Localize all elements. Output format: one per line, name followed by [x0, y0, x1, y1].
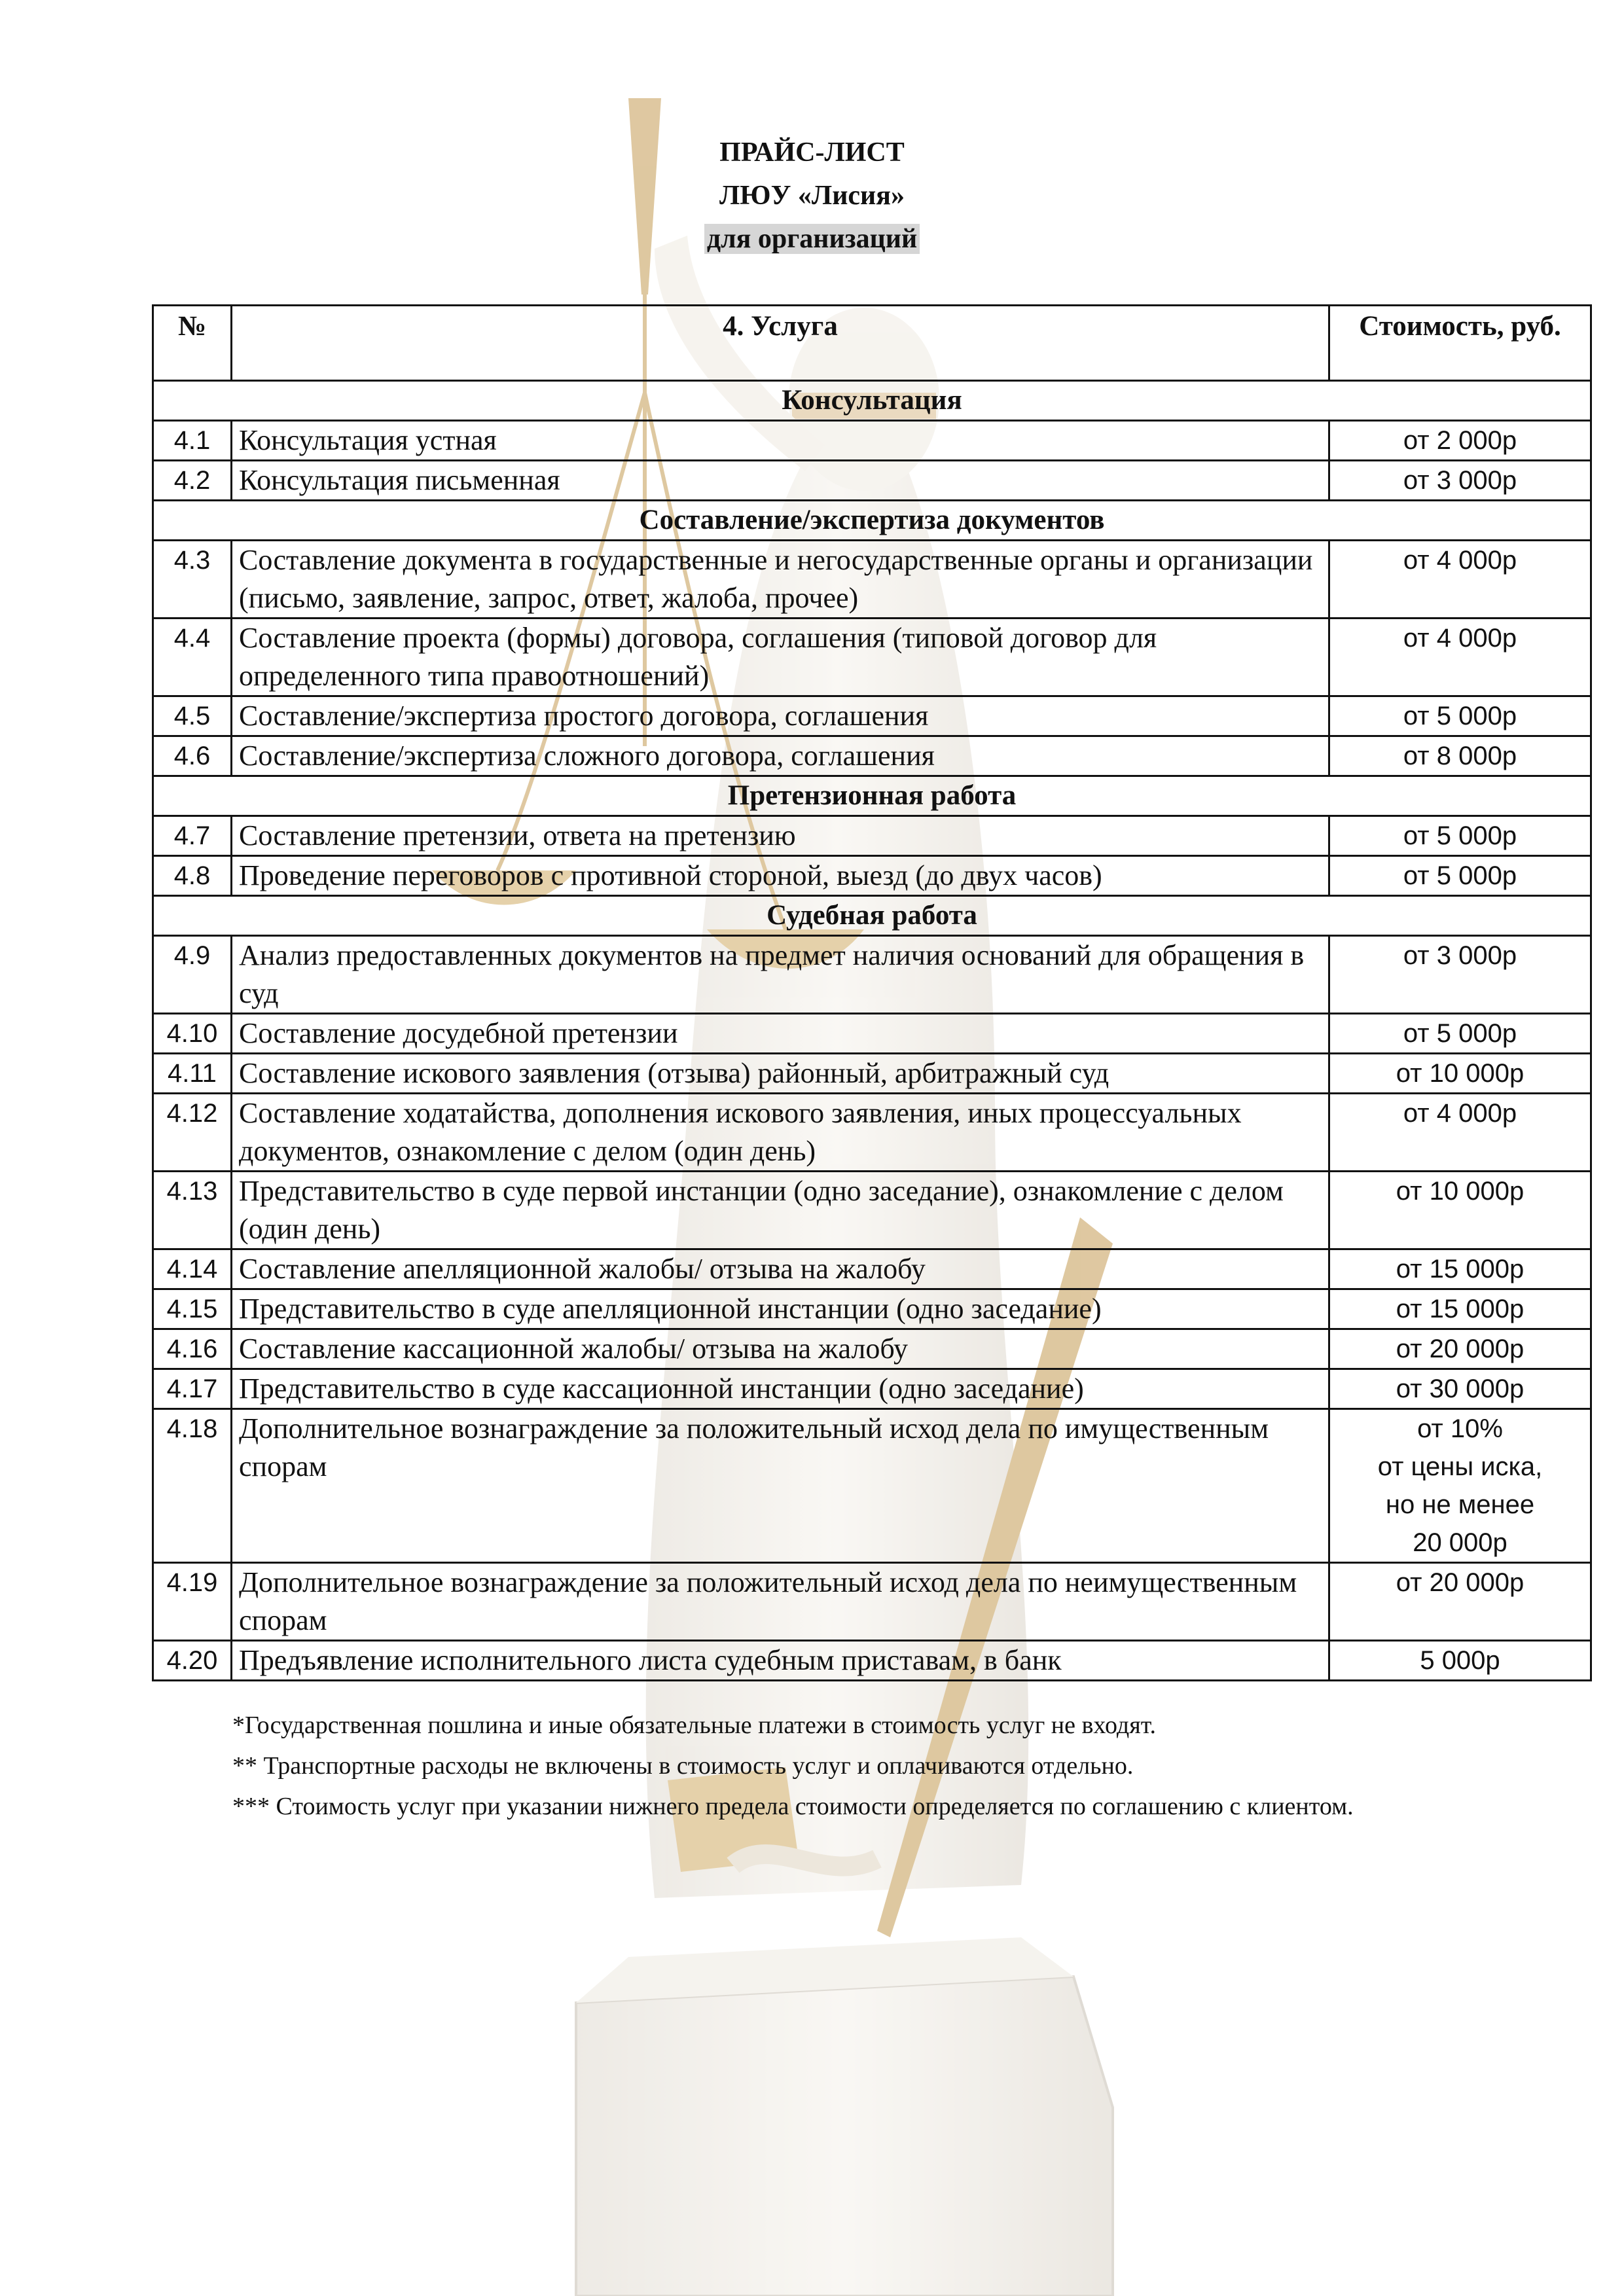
table-body [153, 381, 1591, 1681]
service-price: от 5 000р [1329, 1014, 1591, 1054]
service-price: от 3 000р [1329, 461, 1591, 501]
footnote: *Государственная пошлина и иные обязательные платежи в стоимость услуг не входят. [232, 1712, 1156, 1739]
title-line-1: ПРАЙС-ЛИСТ [719, 137, 905, 168]
service-price: от 10 000р [1329, 1172, 1591, 1249]
price-table [152, 304, 1592, 1681]
service-number: 4.13 [153, 1172, 232, 1249]
service-number: 4.12 [153, 1094, 232, 1172]
table-row [153, 1641, 1591, 1681]
table-row [153, 1369, 1591, 1409]
section-header-row [153, 776, 1591, 816]
service-name: Представительство в суде апелляционной инстанции (одно заседание) [232, 1289, 1329, 1329]
service-number: 4.9 [153, 936, 232, 1014]
service-price: от 3 000р [1329, 936, 1591, 1014]
service-price: от 2 000р [1329, 421, 1591, 461]
service-price: от 5 000р [1329, 856, 1591, 896]
service-price: 5 000р [1329, 1641, 1591, 1681]
service-name: Консультация письменная [232, 461, 1329, 501]
service-name: Консультация устная [232, 421, 1329, 461]
service-number: 4.11 [153, 1054, 232, 1094]
service-number: 4.14 [153, 1249, 232, 1289]
service-price: от 5 000р [1329, 696, 1591, 736]
service-name: Дополнительное вознаграждение за положительный исход дела по неимущественным спорам [232, 1563, 1329, 1641]
title-line-2: ЛЮУ «Лисия» [719, 181, 905, 211]
table-row [153, 461, 1591, 501]
service-number: 4.16 [153, 1329, 232, 1369]
service-name: Анализ предоставленных документов на предмет наличия оснований для обращения в суд [232, 936, 1329, 1014]
table-row [153, 1094, 1591, 1172]
service-price: от 15 000р [1329, 1249, 1591, 1289]
service-number: 4.7 [153, 816, 232, 856]
service-price: от 4 000р [1329, 1094, 1591, 1172]
service-name: Составление проекта (формы) договора, соглашения (типовой договор для определенного типа правоотношений) [232, 619, 1329, 696]
service-price: от 4 000р [1329, 619, 1591, 696]
service-name: Составление/экспертиза сложного договора, соглашения [232, 736, 1329, 776]
service-price: от 5 000р [1329, 816, 1591, 856]
section-header-row [153, 501, 1591, 541]
table-row [153, 936, 1591, 1014]
service-price: от 30 000р [1329, 1369, 1591, 1409]
table-row [153, 1014, 1591, 1054]
service-number: 4.10 [153, 1014, 232, 1054]
service-name: Проведение переговоров с противной стороной, выезд (до двух часов) [232, 856, 1329, 896]
service-name: Составление документа в государственные и негосударственные органы и организации (письмо, заявление, запрос, ответ, жалоба, прочее) [232, 541, 1329, 619]
service-number: 4.18 [153, 1409, 232, 1563]
service-name: Составление претензии, ответа на претензию [232, 816, 1329, 856]
service-number: 4.4 [153, 619, 232, 696]
column-header-service: 4. Услуга [232, 306, 1329, 381]
footnotes [232, 1705, 1535, 1827]
page-title [0, 131, 1624, 260]
service-number: 4.17 [153, 1369, 232, 1409]
service-price: от 10 000р [1329, 1054, 1591, 1094]
table-row [153, 1054, 1591, 1094]
section-header-row [153, 381, 1591, 421]
service-name: Предъявление исполнительного листа судебным приставам, в банк [232, 1641, 1329, 1681]
service-price: от 15 000р [1329, 1289, 1591, 1329]
table-row [153, 696, 1591, 736]
service-name: Составление апелляционной жалобы/ отзыва на жалобу [232, 1249, 1329, 1289]
service-number: 4.15 [153, 1289, 232, 1329]
service-number: 4.5 [153, 696, 232, 736]
table-row [153, 1172, 1591, 1249]
service-name: Представительство в суде первой инстанции (одно заседание), ознакомление с делом (один день) [232, 1172, 1329, 1249]
service-name: Представительство в суде кассационной инстанции (одно заседание) [232, 1369, 1329, 1409]
table-row [153, 421, 1591, 461]
table-row [153, 1409, 1591, 1563]
service-price: от 10% от цены иска, но не менее 20 000р [1329, 1409, 1591, 1563]
section-header-row [153, 896, 1591, 936]
footnote: ** Транспортные расходы не включены в стоимость услуг и оплачиваются отдельно. [232, 1752, 1134, 1780]
service-name: Составление искового заявления (отзыва) районный, арбитражный суд [232, 1054, 1329, 1094]
column-header-price: Стоимость, руб. [1329, 306, 1591, 381]
section-title: Претензионная работа [153, 776, 1591, 816]
table-row [153, 541, 1591, 619]
service-name: Составление/экспертиза простого договора, соглашения [232, 696, 1329, 736]
service-number: 4.20 [153, 1641, 232, 1681]
table-row [153, 1289, 1591, 1329]
service-price: от 20 000р [1329, 1329, 1591, 1369]
service-name: Составление кассационной жалобы/ отзыва на жалобу [232, 1329, 1329, 1369]
section-title: Составление/экспертиза документов [153, 501, 1591, 541]
section-title: Консультация [153, 381, 1591, 421]
service-number: 4.2 [153, 461, 232, 501]
service-number: 4.19 [153, 1563, 232, 1641]
service-price: от 20 000р [1329, 1563, 1591, 1641]
service-name: Дополнительное вознаграждение за положительный исход дела по имущественным спорам [232, 1409, 1329, 1563]
table-header-row [153, 306, 1591, 381]
column-header-number: № [153, 306, 232, 381]
table-row [153, 619, 1591, 696]
table-row [153, 1563, 1591, 1641]
service-name: Составление досудебной претензии [232, 1014, 1329, 1054]
service-name: Составление ходатайства, дополнения искового заявления, иных процессуальных документов, ознакомление с делом (один день) [232, 1094, 1329, 1172]
table-row [153, 736, 1591, 776]
service-number: 4.3 [153, 541, 232, 619]
footnote: *** Стоимость услуг при указании нижнего предела стоимости определяется по соглашению с клиентом. [232, 1793, 1354, 1820]
service-number: 4.1 [153, 421, 232, 461]
service-price: от 8 000р [1329, 736, 1591, 776]
table-row [153, 856, 1591, 896]
table-row [153, 816, 1591, 856]
table-row [153, 1249, 1591, 1289]
service-number: 4.8 [153, 856, 232, 896]
service-price: от 4 000р [1329, 541, 1591, 619]
table-row [153, 1329, 1591, 1369]
section-title: Судебная работа [153, 896, 1591, 936]
service-number: 4.6 [153, 736, 232, 776]
title-line-3: для организаций [704, 224, 920, 254]
